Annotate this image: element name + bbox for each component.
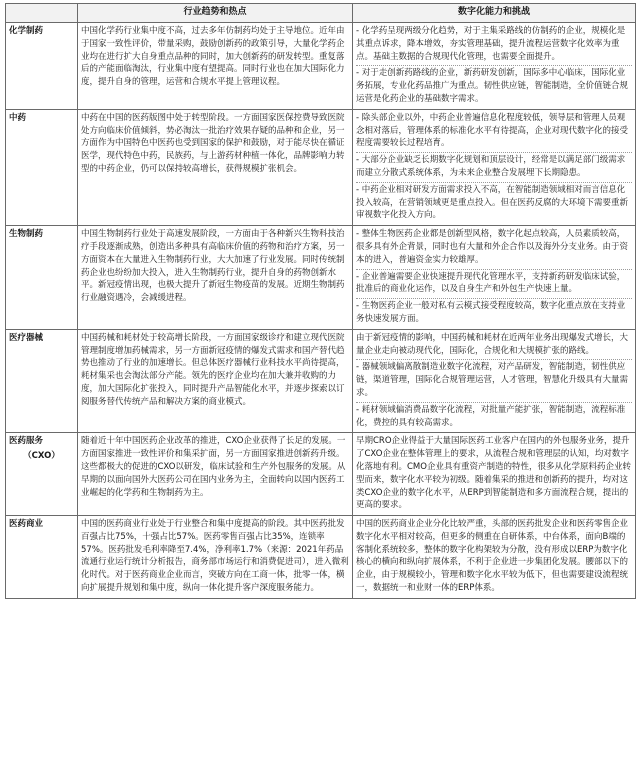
digital-point: - 大部分企业缺乏长期数字化规划和顶层设计，经常是以满足部门级需求而建立分散式系统体系，为未来企业整合发展埋下长期隐患。	[356, 152, 632, 180]
digital-point: - 耗材领域偏消费品数字化流程，对批量产能扩张，智能制造，流程标准化，费控的具有较高需求。	[356, 402, 632, 430]
digital-point: - 对于走创新药路线的企业，新药研发创新，国际多中心临床，国际化业务拓展，专业化药品推广为重点。韧性供应链，智能制造，全价值链合规运营是化药企业的基础数字需求。	[356, 65, 632, 105]
trend-cell: 随着近十年中国医药企业改革的推进，CXO企业获得了长足的发展。一方面国家推进一致性评价和集采扩面，另一方面国家推进创新药升级。这些都极大的促进的CXO以研发，临床试验和生产外包服务的发展。从早期的以面向国外大医药公司在国内业务为主，全面转向以国内医药工业崛起的化学药和生物制药为主。	[78, 433, 353, 516]
digital-cell	[353, 433, 636, 516]
trend-cell: 中国化学药行业集中度不高，过去多年仿制药均处于主导地位。近年由于国家一致性评价，带量采购，鼓励创新药的政策引导，大量化学药企业均在进行扩大自身重点品种的同时，加大创新药的研发转型。重复落后的产能面临淘汰，行业集中度有望提高。同时行业也在加大国际化力度，提升自身的管理，运营和合规水平提上管理议程。	[78, 23, 353, 110]
table-row	[6, 329, 636, 433]
table-row	[6, 433, 636, 516]
segment-label: 医药商业	[9, 519, 44, 530]
digital-cell	[353, 226, 636, 330]
segment-cell	[6, 433, 78, 516]
digital-cell	[353, 109, 636, 225]
table-row	[6, 23, 636, 110]
industry-digital-table	[5, 3, 636, 599]
digital-point: 中国的医药商业企业分化比较严重，头部的医药批发企业和医药零售企业数字化水平相对较高，但更多的侧重在自研体系，中台体系，面向B端的客制化系统较多，整体的数字化构架较为分散，没有形成以ERP为数字化核心的横向和纵向扩展体系，不利于企业进一步集团化发展。腰部以下的企业，由于规模较小，管理和数字化水平较为低下，但也需要建设流程统一，数据统一和业财一体的ERP体系。	[356, 519, 629, 594]
segment-sublabel: （CXO）	[23, 451, 60, 462]
trend-cell: 中国药械和耗材处于较高增长阶段，一方面国家级诊疗和建立现代医院管理制度增加药械需求，另一方面新冠疫情的爆发式需求和国产替代趋势也推动了行业的加速增长。但总体医疗器械行业科技水平尚待提高，耗材集采也会淘汰部分产能。领先的医疗企业均在加大兼并收购的力度，加大国际化扩张投入，同时提升产品智能化水平，并逐步探索以订阅服务替代传统产品和解决方案的商业模式。	[78, 329, 353, 433]
digital-point: 早期CRO企业得益于大量国际医药工业客户在国内的外包服务业务，提升了CXO企业在整体管理上的要求，从流程合规和管理层的认知，均对数字化落地有利。CMO企业具有重资产制造的特性，很多从化学原料药企业转型而来，数字化水平较为初级。随着集采的推进和创新药的提升，均对这类CXO企业的数字化水平，从ERP到智能制造和多方面流程合规，提出的更高的要求。	[356, 436, 631, 511]
digital-cell	[353, 516, 636, 599]
segment-cell	[6, 23, 78, 110]
digital-point: - 器械领域偏离散制造业数字化流程，对产品研发，智能制造，韧性供应链，渠道管理，国际化合规管理运营，人才管理，智慧化升级具有大量需求。	[356, 359, 632, 399]
header-trends: 行业趋势和热点	[78, 4, 353, 23]
segment-label: 医药服务	[9, 436, 44, 447]
table-row	[6, 226, 636, 330]
segment-label: 中药	[9, 112, 27, 123]
digital-cell	[353, 329, 636, 433]
segment-label: 生物制药	[9, 229, 44, 240]
digital-point: - 中药企业相对研发方面需求投入不高，在智能制造领域相对而言信息化投入较高，在营销领域更是重点投入。但在医药反腐的大环境下需要重新审视数字化投入方向。	[356, 182, 632, 222]
segment-cell	[6, 516, 78, 599]
digital-point: 由于新冠疫情的影响，中国药械和耗材在近两年业务出现爆发式增长，大量企业走向被动现代化，国际化，合规化和大规模扩张的路线。	[356, 332, 629, 356]
segment-label: 化学制药	[9, 26, 44, 36]
header-digital: 数字化能力和挑战	[353, 4, 636, 23]
table-row	[6, 516, 636, 599]
segment-label: 医疗器械	[9, 332, 44, 343]
digital-point: - 除头部企业以外，中药企业普遍信息化程度较低，领导层和管理人员观念相对落后，管理体系的标准化水平有待提高，企业对现代数字化的接受程度需要较长过程培育。	[356, 112, 629, 149]
table-header-row	[6, 4, 636, 23]
trend-cell: 中国生物制药行业处于高速发展阶段，一方面由于各种新兴生物科技治疗手段逐渐成熟，创造出多种具有高临床价值的药物和治疗方案，另一方面资本在大量进入生物制药行业，大大加速了行业发展。同时传统制药企业也纷纷加大投入，进入生物制药行业，提升自身的药物创新水平。新冠疫情出现，也极大提升了新冠生物疫苗的发展。近期生物制药行业融资遇冷，会减缓进程。	[78, 226, 353, 330]
digital-point: - 整体生物医药企业都是创新型风格，数字化起点较高，人员素质较高，很多具有外企背景，同时也有大量和外企合作以及海外分支业务。由于资本的进入，普遍资金实力较雄厚。	[356, 229, 629, 265]
trend-cell: 中药在中国的医药版图中处于转型阶段。一方面国家医保控费导致医院处方向临床价值倾斜，势必淘汰一批治疗效果存疑的品种和企业，另一方面作为中国特色中医药也受到国家的保护和鼓励，对于能尽快在循证医学，现代特色中药，民族药，与上游药材种植一体化，品牌影响力转型的中药企业，仍可以保持较高增长，获得规模扩张机会。	[78, 109, 353, 225]
digital-point: - 企业普遍需要企业快速提升现代化管理水平，支持新药研发临床试验，批准后的商业化运作，以及自身生产和外包生产快速上量。	[356, 269, 632, 297]
digital-point: - 化学药呈现两级分化趋势，对于主集采路线的仿制药的企业，规模化是其重点诉求，降本增效，夯实管理基础，提升流程运营数字化效率为重点。基础主数据的合规现代化管理，也需要全面提升。	[356, 26, 626, 62]
digital-point: - 生物医药企业一般对私有云模式接受程度较高，数字化重点放在支持业务快速发展方面。	[356, 298, 632, 326]
segment-cell	[6, 226, 78, 330]
segment-cell	[6, 109, 78, 225]
segment-cell	[6, 329, 78, 433]
trend-cell: 中国的医药商业行业处于行业整合和集中度提高的阶段。其中医药批发百强占比75%，十强占比57%。医药零售百强占比35%，连锁率57%。医药批发毛利率降至7.4%，净利率1.7%（来源：2021年药品流通行业运行统计分析报告，商务部市场运行和消费促进司），进入微利化时代。对于医药商业企业而言，突破方向在工商一体，批零一体，横向扩展提升规划和集中度，纵向一体化提升客户深度服务能力。	[78, 516, 353, 599]
digital-cell	[353, 23, 636, 110]
table-row	[6, 109, 636, 225]
header-segment	[6, 4, 78, 23]
